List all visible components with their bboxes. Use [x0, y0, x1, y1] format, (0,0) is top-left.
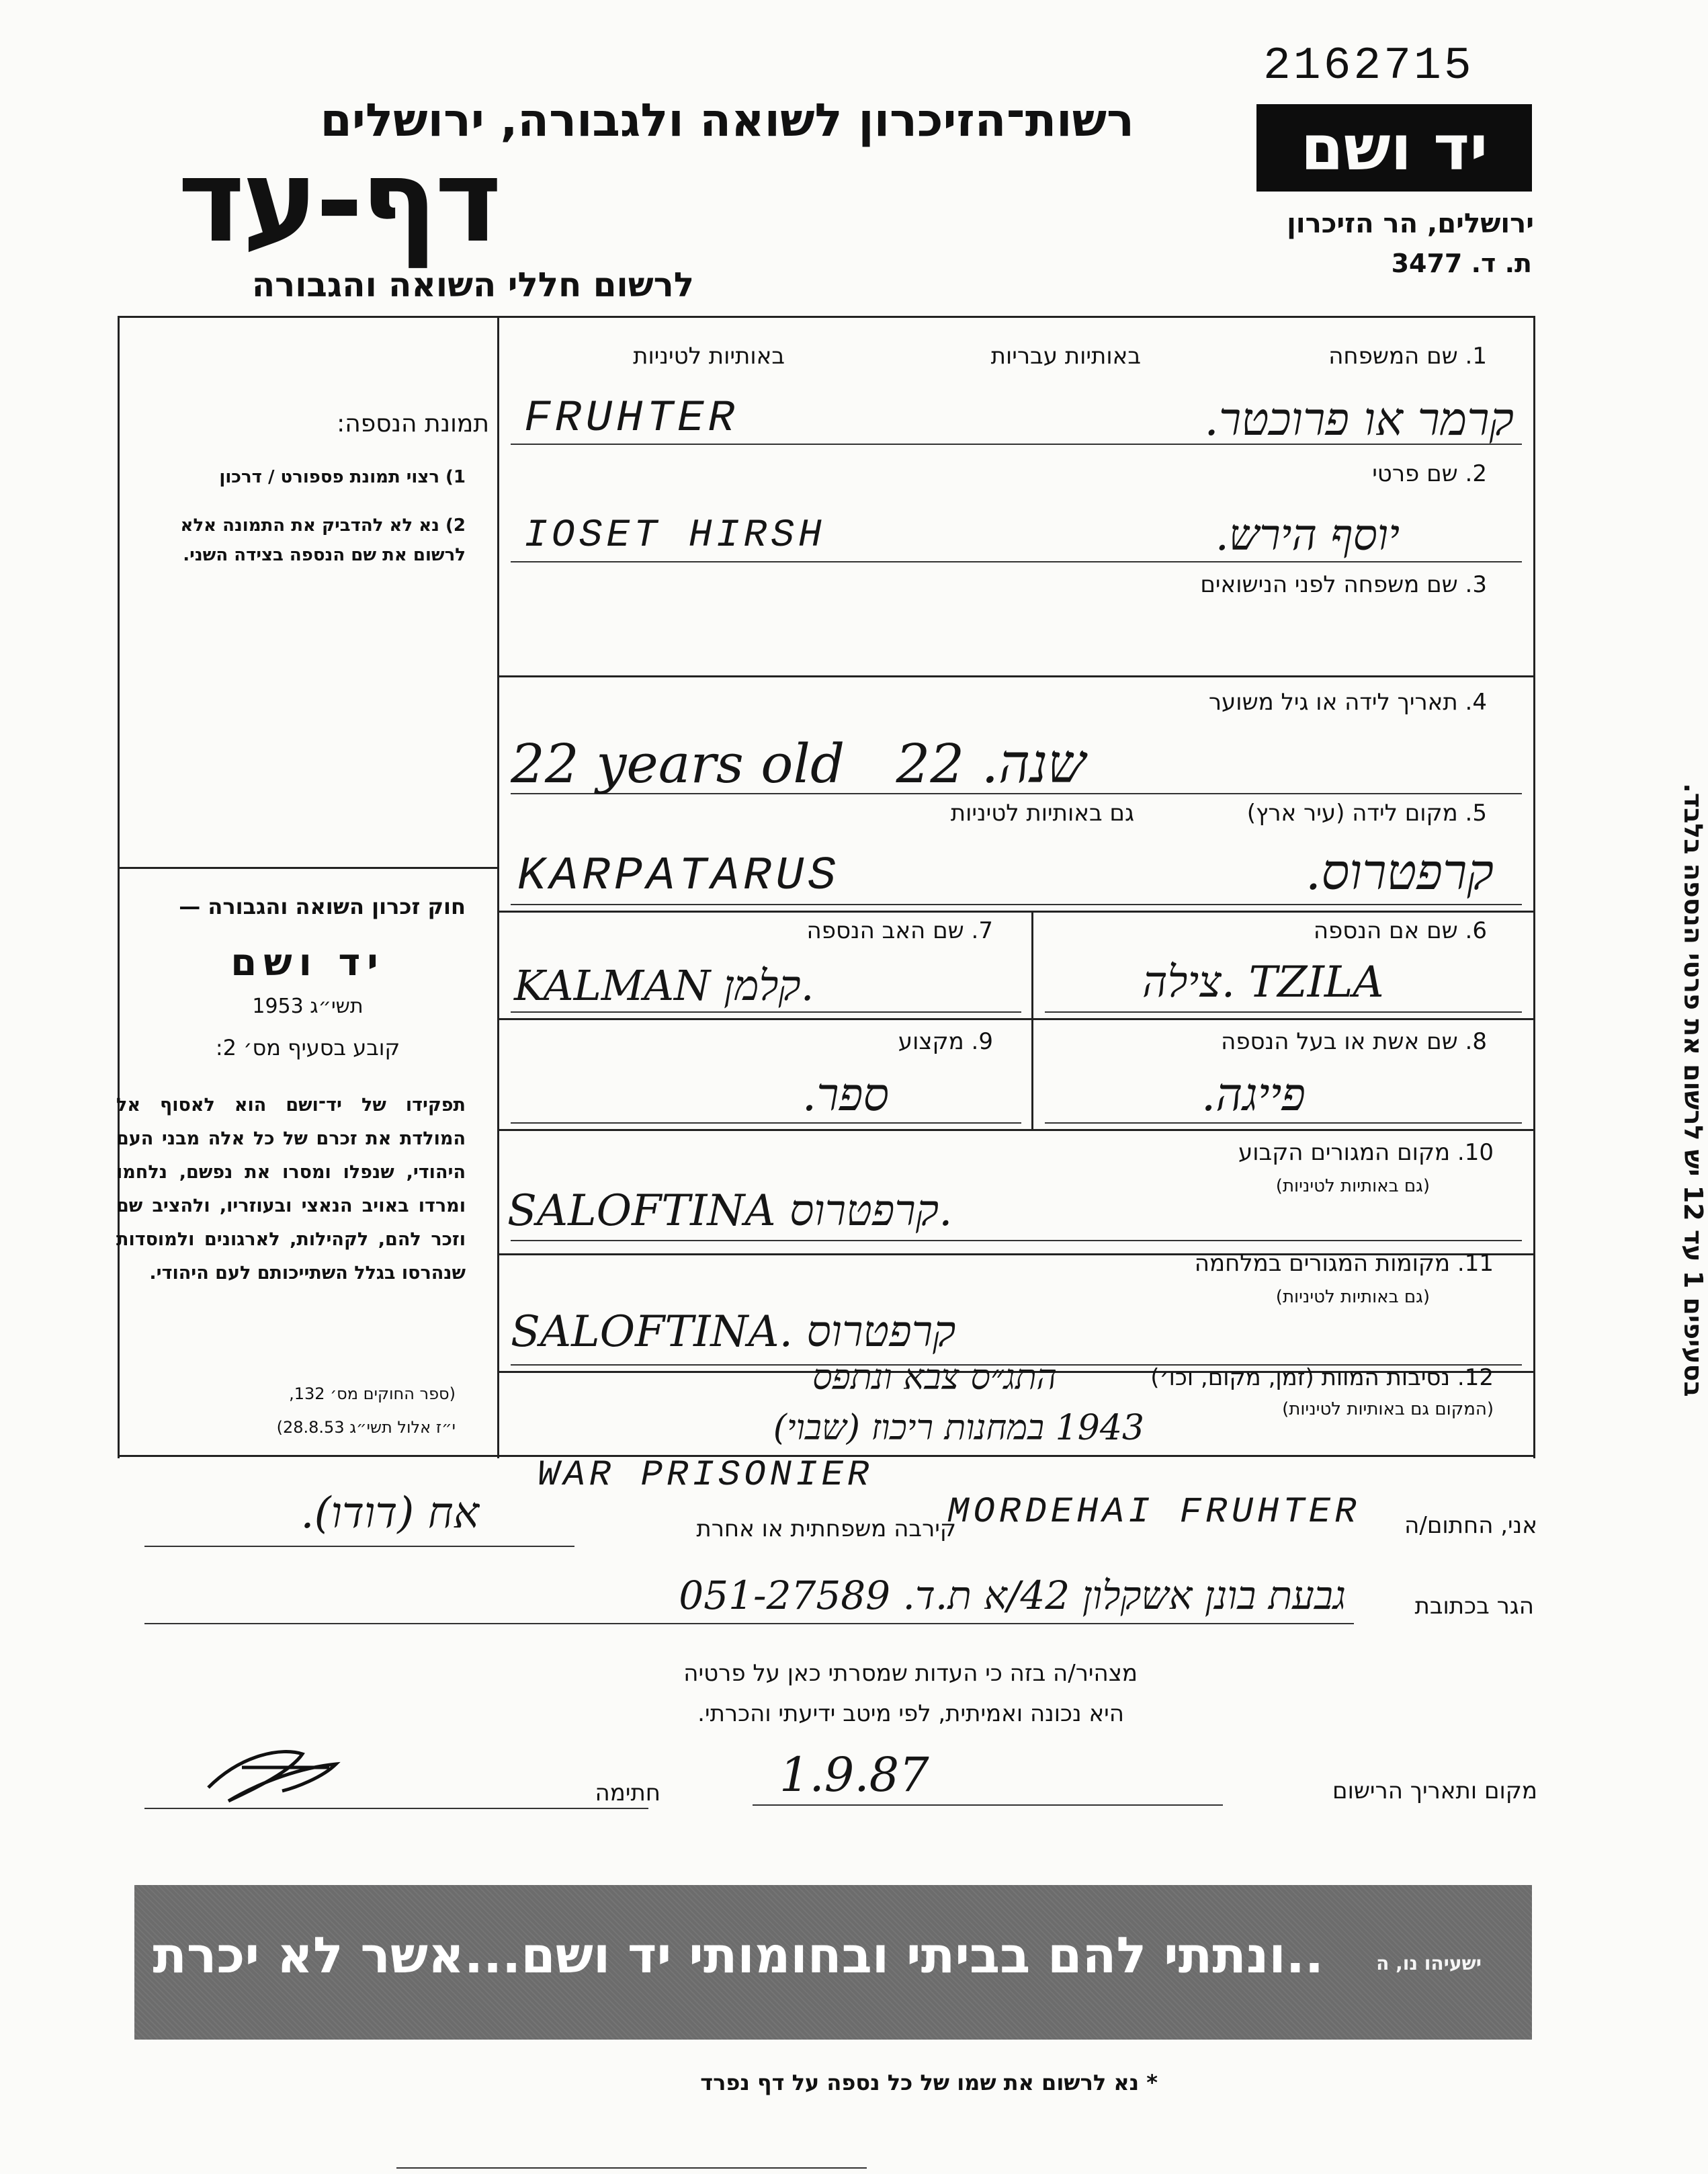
field-5-label: 5. מקום לידה (עיר ארץ) [1246, 800, 1487, 827]
field-1-hebrew-value[interactable]: קרמר או פרוכטר. [1204, 393, 1514, 446]
field-9-label: 9. מקצוע [898, 1028, 993, 1055]
relation-label: קירבה משפחתית או אחרת [696, 1515, 956, 1542]
field-2-hebrew-value[interactable]: יוסף הירש. [1215, 511, 1400, 560]
ul-8 [1045, 1122, 1522, 1124]
side-note: בסעיפים 1 עד 12 יש לרשום את פרטי הנספה בלבד. [1678, 783, 1708, 1397]
row-border-7 [497, 1018, 1535, 1020]
ul-5 [511, 904, 1522, 905]
field-7-value[interactable]: KALMAN קלמן. [514, 961, 814, 1010]
field-5-hebrew-value[interactable]: קרפטרוס. [1305, 843, 1494, 901]
field-10-label: 10. מקום המגורים הקבוע [1238, 1139, 1494, 1166]
logo-text: יד ושם [1300, 112, 1488, 184]
field-12-label: 12. נסיבות המוות (זמן, מקום, וכו׳) [1150, 1364, 1494, 1391]
law-reference-2: י״ז אלול תשי״ג 28.8.53) [276, 1418, 456, 1437]
statement-line-2: היא נכונה ואמיתית, לפי מיטב ידיעתי והכרתי. [697, 1700, 1124, 1727]
law-clause: קובע בסעיף מס׳ 2: [215, 1035, 400, 1060]
signature-mark[interactable] [202, 1741, 376, 1808]
field-3-label: 3. שם משפחה לפני הנישואים [1200, 571, 1487, 598]
law-reference-1: (ספר החוקים מס׳ 132, [289, 1384, 456, 1403]
photo-instruction-2: 2) נא לא להדביק את התמונה אלא לרשום את שם הנספה בצידה השני. [180, 515, 466, 565]
document-number: 2162715 [1263, 40, 1474, 92]
yad-vashem-logo [1256, 104, 1532, 192]
field-8-value[interactable]: פייגה. [1201, 1069, 1306, 1122]
address-underline [144, 1623, 1354, 1624]
footer-line [396, 2167, 867, 2169]
field-7-label: 7. שם האב הנספה [806, 917, 993, 944]
field-9-value[interactable]: ספר. [802, 1069, 889, 1122]
photo-title: תמונת הנספה: [337, 410, 489, 437]
col-divider-6-9 [1031, 911, 1033, 1129]
frame-top [118, 316, 1535, 318]
field-5-latin-value[interactable]: KARPATARUS [517, 850, 841, 903]
field-2-label: 2. שם פרטי [1372, 460, 1487, 487]
frame-right [1533, 316, 1535, 1458]
law-year: תשי״ג 1953 [252, 995, 364, 1018]
photo-law-divider [118, 867, 499, 869]
form-subtitle: לרשום חללי השואה והגבורה [251, 265, 694, 304]
row-border-9 [497, 1129, 1535, 1131]
field-2-latin-value[interactable]: IOSET HIRSH [524, 514, 826, 558]
address-label: הגר בכתובת [1414, 1593, 1534, 1620]
frame-divider [497, 316, 499, 1458]
law-name: יד ושם [230, 941, 385, 985]
field-10-value[interactable]: SALOFTINA קרפטרוס. [507, 1186, 953, 1236]
place-date-label: מקום ותאריך הרישום [1332, 1778, 1537, 1804]
field-1-hebrew-header: באותיות עבריות [990, 343, 1141, 370]
field-12-value-line1[interactable]: התג״ס צבא ונתפס [812, 1357, 1057, 1398]
declarant-value[interactable]: MORDEHAI FRUHTER [947, 1492, 1361, 1533]
ul-10 [511, 1240, 1522, 1241]
signature-underline [144, 1808, 648, 1809]
field-6-value[interactable]: צילה. TZILA [1142, 958, 1384, 1007]
banner-source: ישעיהו נו, ה [1376, 1952, 1482, 1974]
field-12-value-line3[interactable]: WAR PRISONIER [538, 1455, 873, 1496]
date-value[interactable]: 1.9.87 [779, 1747, 929, 1802]
law-body: תפקידו של יד־ושם הוא לאסוף אל המולדת את זכרם של כל אלה מבני העם היהודי, שנפלו ומסרו את נפשם, נלחמו ומרדו באויב הנאצי ובעוזריו, ולהציב שם וזכר להם, לקהילות, לארגונים ולמוסדות שנהרסו בגלל השתייכותם לעם היהודי. [116, 1095, 466, 1284]
relation-value[interactable]: אח (דודו). [300, 1489, 479, 1538]
ul-2 [511, 561, 1522, 562]
organization-title: רשות־הזיכרון לשואה ולגבורה, ירושלים [320, 94, 1134, 147]
banner-quote: ..ונתתי להם בביתי ובחומותי יד ושם...אשר לא יכרת [153, 1927, 1324, 1984]
field-8-label: 8. שם אשת או בעל הנספה [1221, 1028, 1487, 1055]
signature-stroke [208, 1752, 336, 1801]
place-date-underline [753, 1804, 1223, 1806]
field-1-latin-value[interactable]: FRUHTER [524, 393, 739, 444]
relation-underline [144, 1546, 574, 1547]
ul-9 [511, 1122, 1021, 1124]
statement-line-1: מצהיר/ה בזה כי העדות שמסרתי כאן על פרטיה [683, 1660, 1138, 1687]
row-border-3 [497, 675, 1535, 677]
field-11-sub: (גם באותיות לטיניות) [1275, 1287, 1430, 1307]
field-4-value[interactable]: 22 years old שנה. 22 [511, 733, 1086, 795]
row-border-5 [497, 911, 1535, 913]
law-title: חוק זכרון השואה והגבורה — [179, 894, 466, 919]
field-1-latin-header: באותיות לטיניות [633, 343, 785, 370]
footer-note: * נא לרשום את שמו של כל נספה על דף נפרד [700, 2070, 1158, 2095]
form-title: דף-עד [177, 135, 499, 268]
field-10-sub: (גם באותיות לטיניות) [1275, 1176, 1430, 1196]
pobox: ת. ד. 3477 [1391, 249, 1532, 278]
ul-6 [1045, 1011, 1522, 1013]
declarant-label: אני, החתום/ה [1404, 1512, 1537, 1539]
field-11-value[interactable]: SALOFTINA. קרפטרוס [511, 1307, 956, 1357]
address-value[interactable]: גבעת בונן אשקלון 42/א ת.ד. 051-27589 [679, 1573, 1346, 1618]
photo-instruction-1: 1) רצוי תמונת פספורט / דרכון [219, 467, 466, 487]
signature-label: חתימה [595, 1780, 660, 1806]
quote-banner [134, 1885, 1532, 2040]
field-11-label: 11. מקומות המגורים במלחמה [1194, 1250, 1494, 1277]
field-1-label: 1. שם המשפחה [1328, 343, 1487, 370]
field-12-sub: (המקום גם באותיות לטיניות) [1282, 1399, 1494, 1419]
address-line: ירושלים, הר הזיכרון [1287, 208, 1534, 239]
field-12-value-line2[interactable]: 1943 במחנות ריכוז (שבוי) [773, 1408, 1144, 1448]
field-5-latin-header: גם באותיות לטיניות [950, 800, 1134, 827]
ul-7 [511, 1011, 1021, 1013]
field-4-label: 4. תאריך לידה או גיל משוער [1208, 689, 1487, 716]
field-6-label: 6. שם אם הנספה [1313, 917, 1487, 944]
